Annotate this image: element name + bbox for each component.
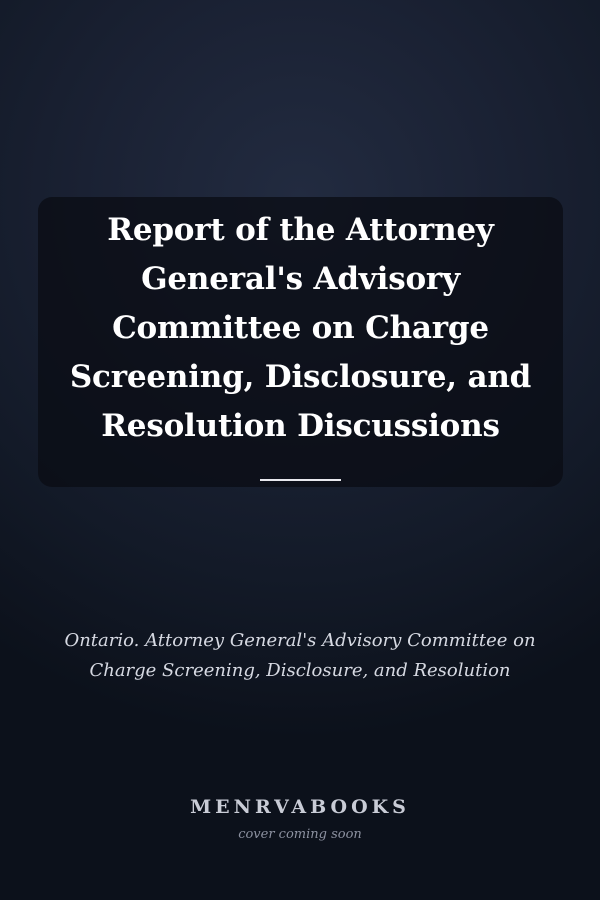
publisher-name: MENRVABOOKS bbox=[190, 796, 410, 818]
title-divider bbox=[260, 479, 341, 481]
book-title: Report of the Attorney General's Advisory Committee on Charge Screening, Disclosure, and Resolution Discussions bbox=[69, 211, 532, 444]
book-author: Ontario. Attorney General's Advisory Committee on Charge Screening, Disclosure, and Resolution bbox=[64, 630, 536, 681]
title-panel bbox=[38, 197, 563, 487]
cover-tagline: cover coming soon bbox=[238, 827, 362, 842]
